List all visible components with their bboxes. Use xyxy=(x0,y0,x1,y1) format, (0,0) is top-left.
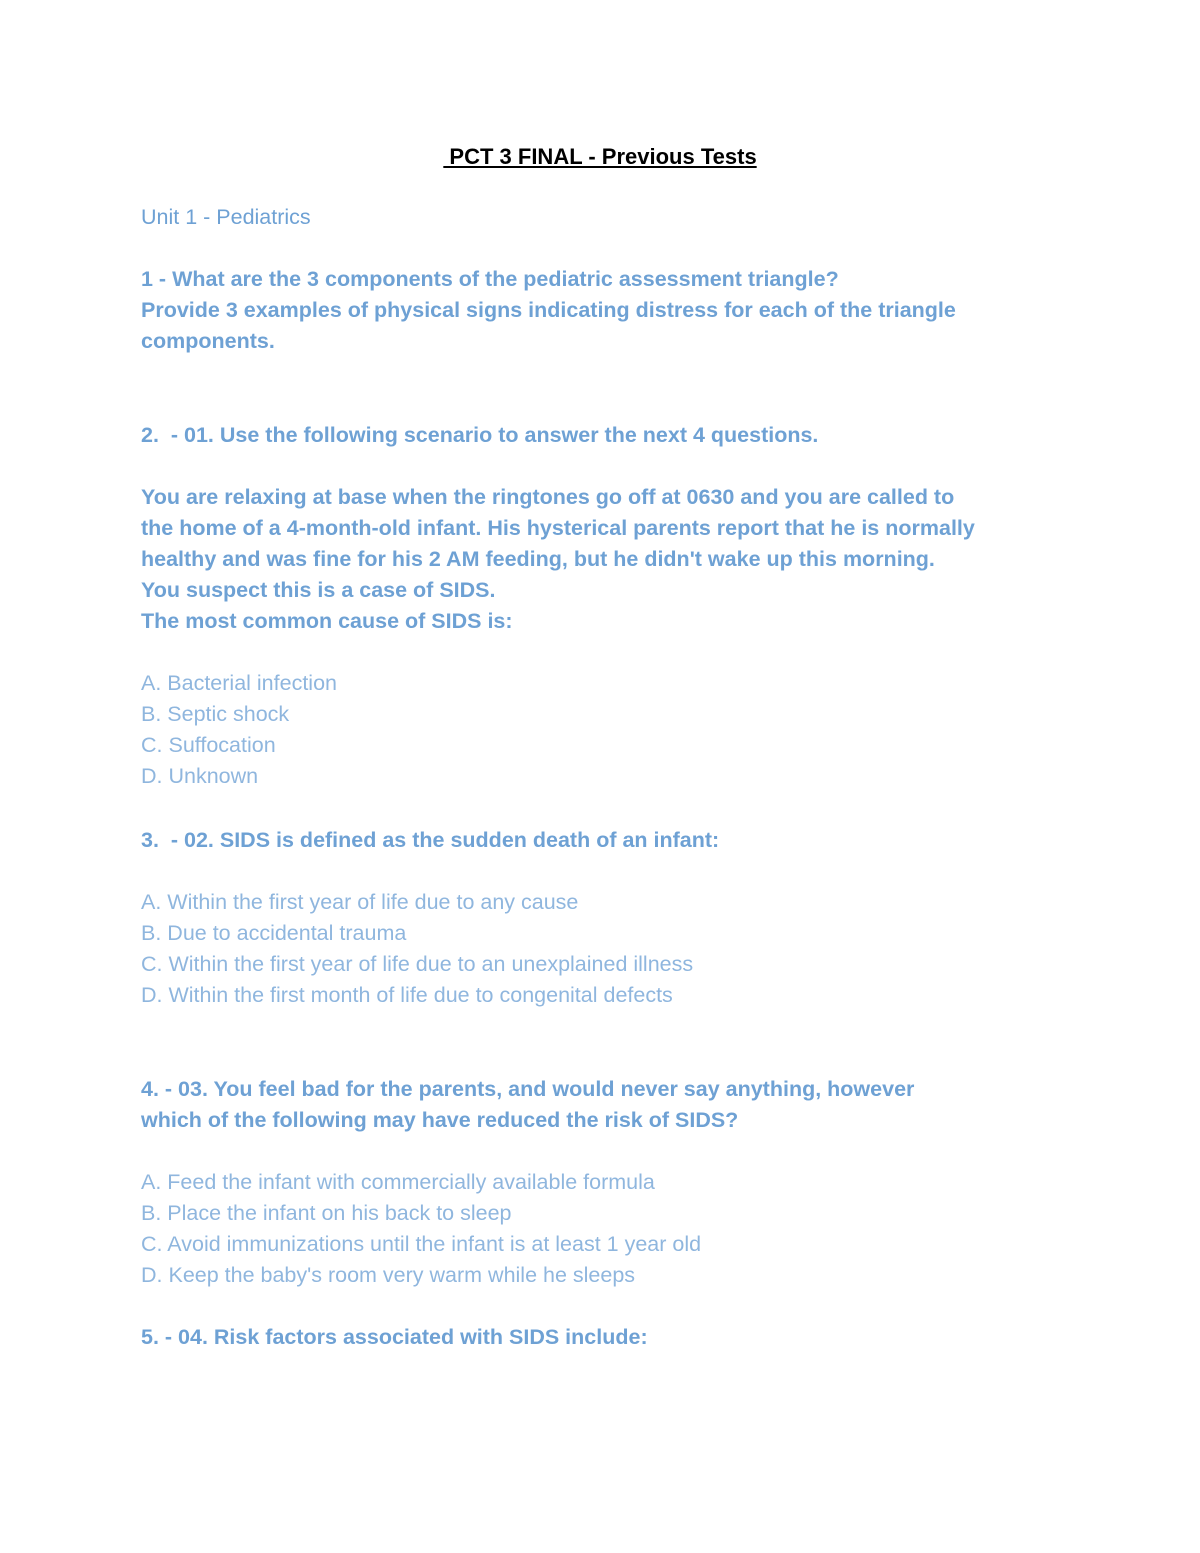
question-5-heading: 5. - 04. Risk factors associated with SIDS include: xyxy=(141,1325,648,1349)
question-4-option-c: C. Avoid immunizations until the infant is at least 1 year old xyxy=(141,1232,702,1256)
scenario-line-2: the home of a 4-month-old infant. His hysterical parents report that he is normally xyxy=(141,516,975,540)
question-4-heading-line-2: which of the following may have reduced the risk of SIDS? xyxy=(141,1108,739,1132)
scenario-line-3: healthy and was fine for his 2 AM feeding, but he didn't wake up this morning. xyxy=(141,547,935,571)
question-1-line-3: components. xyxy=(141,329,275,353)
question-2-prompt: The most common cause of SIDS is: xyxy=(141,609,513,633)
question-2-option-a: A. Bacterial infection xyxy=(141,671,337,695)
question-4-option-a: A. Feed the infant with commercially available formula xyxy=(141,1170,655,1194)
question-4-heading-line-1: 4. - 03. You feel bad for the parents, and would never say anything, however xyxy=(141,1077,915,1101)
question-1-line-2: Provide 3 examples of physical signs indicating distress for each of the triangle xyxy=(141,298,956,322)
question-3-option-b: B. Due to accidental trauma xyxy=(141,921,407,945)
question-3-option-c: C. Within the first year of life due to an unexplained illness xyxy=(141,952,694,976)
question-3-heading: 3. - 02. SIDS is defined as the sudden death of an infant: xyxy=(141,828,720,852)
question-4-option-b: B. Place the infant on his back to sleep xyxy=(141,1201,512,1225)
document-title: PCT 3 FINAL - Previous Tests xyxy=(443,144,757,169)
question-2-option-d: D. Unknown xyxy=(141,764,259,788)
question-2-option-b: B. Septic shock xyxy=(141,702,290,726)
scenario-line-1: You are relaxing at base when the ringtones go off at 0630 and you are called to xyxy=(141,485,955,509)
question-1-line-1: 1 - What are the 3 components of the pediatric assessment triangle? xyxy=(141,267,839,291)
unit-heading: Unit 1 - Pediatrics xyxy=(141,205,311,229)
question-4-option-d: D. Keep the baby's room very warm while he sleeps xyxy=(141,1263,636,1287)
question-3-option-a: A. Within the first year of life due to any cause xyxy=(141,890,579,914)
question-3-option-d: D. Within the first month of life due to congenital defects xyxy=(141,983,673,1007)
question-2-option-c: C. Suffocation xyxy=(141,733,276,757)
scenario-line-4: You suspect this is a case of SIDS. xyxy=(141,578,496,602)
question-2-heading: 2. - 01. Use the following scenario to answer the next 4 questions. xyxy=(141,423,819,447)
